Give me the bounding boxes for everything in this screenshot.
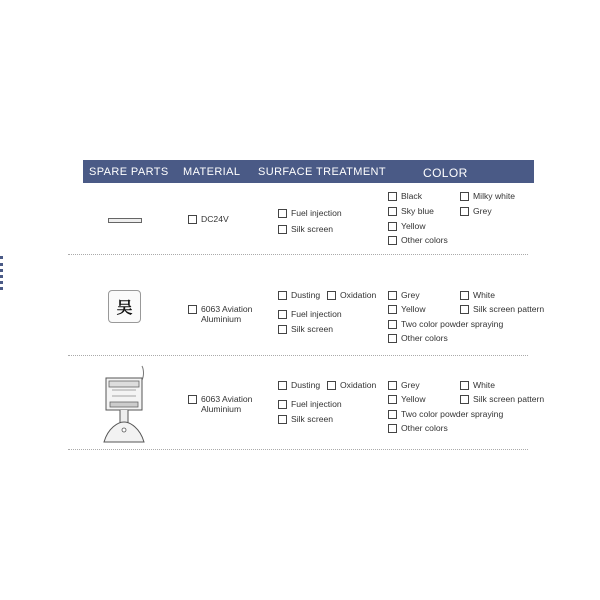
color-option[interactable] [460, 206, 492, 216]
row-divider [68, 355, 528, 356]
checkbox[interactable] [188, 215, 197, 224]
checkbox[interactable] [278, 415, 287, 424]
surface-label: Oxidation [340, 380, 377, 390]
material-option[interactable] [188, 394, 252, 414]
checkbox[interactable] [388, 424, 397, 433]
color-option[interactable] [388, 394, 426, 404]
checkbox[interactable] [388, 207, 397, 216]
color-label: Milky white [473, 191, 516, 201]
checkbox[interactable] [388, 381, 397, 390]
color-label: Black [401, 191, 423, 201]
header-material: MATERIAL [183, 166, 241, 178]
color-option[interactable] [388, 333, 448, 343]
checkbox[interactable] [278, 381, 287, 390]
checkbox[interactable] [388, 410, 397, 419]
surface-option[interactable] [278, 324, 333, 334]
edge-marker [0, 256, 6, 290]
material-option[interactable] [188, 304, 252, 324]
checkbox[interactable] [188, 395, 197, 404]
surface-label: Fuel injection [291, 309, 342, 319]
color-label: White [473, 380, 495, 390]
checkbox[interactable] [388, 236, 397, 245]
color-label: Silk screen pattern [473, 394, 545, 404]
surface-option[interactable] [327, 380, 376, 390]
logo-badge-icon: 吴 [108, 290, 141, 323]
color-label: White [473, 290, 495, 300]
row-divider [68, 449, 528, 450]
checkbox[interactable] [388, 305, 397, 314]
color-label: Grey [401, 380, 420, 390]
header-color: COLOR [423, 166, 468, 180]
checkbox[interactable] [460, 381, 469, 390]
row-divider [68, 254, 528, 255]
color-label: Yellow [401, 221, 426, 231]
lamp-fixture-icon [98, 362, 150, 446]
color-option[interactable] [460, 290, 495, 300]
color-option[interactable] [388, 423, 448, 433]
color-label: Two color powder spraying [401, 319, 504, 329]
checkbox[interactable] [460, 395, 469, 404]
checkbox[interactable] [278, 310, 287, 319]
checkbox[interactable] [278, 291, 287, 300]
surface-label: Oxidation [340, 290, 377, 300]
surface-label: Silk screen [291, 224, 334, 234]
color-option[interactable] [388, 235, 448, 245]
color-label: Grey [473, 206, 492, 216]
color-option[interactable] [388, 319, 503, 329]
checkbox[interactable] [327, 381, 336, 390]
checkbox[interactable] [460, 207, 469, 216]
checkbox[interactable] [388, 320, 397, 329]
checkbox[interactable] [388, 192, 397, 201]
surface-label: Silk screen [291, 414, 334, 424]
color-label: Grey [401, 290, 420, 300]
checkbox[interactable] [460, 192, 469, 201]
surface-label: Silk screen [291, 324, 334, 334]
surface-option[interactable] [278, 309, 342, 319]
color-option[interactable] [388, 304, 426, 314]
checkbox[interactable] [460, 305, 469, 314]
checkbox[interactable] [278, 400, 287, 409]
color-label: Other colors [401, 235, 448, 245]
color-option[interactable] [388, 290, 420, 300]
surface-option[interactable] [278, 414, 333, 424]
checkbox[interactable] [278, 209, 287, 218]
surface-option[interactable] [278, 224, 333, 234]
color-label: Silk screen pattern [473, 304, 545, 314]
surface-option[interactable] [278, 290, 320, 300]
checkbox[interactable] [188, 305, 197, 314]
surface-label: Dusting [291, 380, 321, 390]
checkbox[interactable] [460, 291, 469, 300]
surface-label: Fuel injection [291, 399, 342, 409]
checkbox[interactable] [278, 225, 287, 234]
surface-option[interactable] [278, 208, 342, 218]
checkbox[interactable] [388, 291, 397, 300]
checkbox[interactable] [278, 325, 287, 334]
material-label: 6063 Aviation Aluminium [201, 304, 253, 324]
surface-label: Dusting [291, 290, 321, 300]
table-header [83, 160, 534, 183]
header-surface-treatment: SURFACE TREATMENT [258, 166, 387, 178]
color-label: Yellow [401, 394, 426, 404]
surface-option[interactable] [327, 290, 376, 300]
header-spare-parts: SPARE PARTS [89, 166, 169, 178]
checkbox[interactable] [388, 222, 397, 231]
strip-bar-icon [108, 218, 142, 223]
material-label: DC24V [201, 214, 229, 224]
surface-option[interactable] [278, 380, 320, 390]
color-label: Two color powder spraying [401, 409, 504, 419]
color-option[interactable] [388, 409, 503, 419]
color-label: Other colors [401, 423, 448, 433]
color-label: Yellow [401, 304, 426, 314]
color-option[interactable] [460, 394, 544, 404]
color-option[interactable] [388, 206, 434, 216]
material-option[interactable] [188, 214, 229, 224]
color-option[interactable] [388, 380, 420, 390]
surface-label: Fuel injection [291, 208, 342, 218]
surface-option[interactable] [278, 399, 342, 409]
color-option[interactable] [388, 191, 422, 201]
color-option[interactable] [388, 221, 426, 231]
material-label: 6063 Aviation Aluminium [201, 394, 253, 414]
checkbox[interactable] [327, 291, 336, 300]
color-option[interactable] [460, 191, 515, 201]
color-option[interactable] [460, 304, 544, 314]
color-label: Other colors [401, 333, 448, 343]
checkbox[interactable] [388, 334, 397, 343]
color-option[interactable] [460, 380, 495, 390]
checkbox[interactable] [388, 395, 397, 404]
color-label: Sky blue [401, 206, 434, 216]
